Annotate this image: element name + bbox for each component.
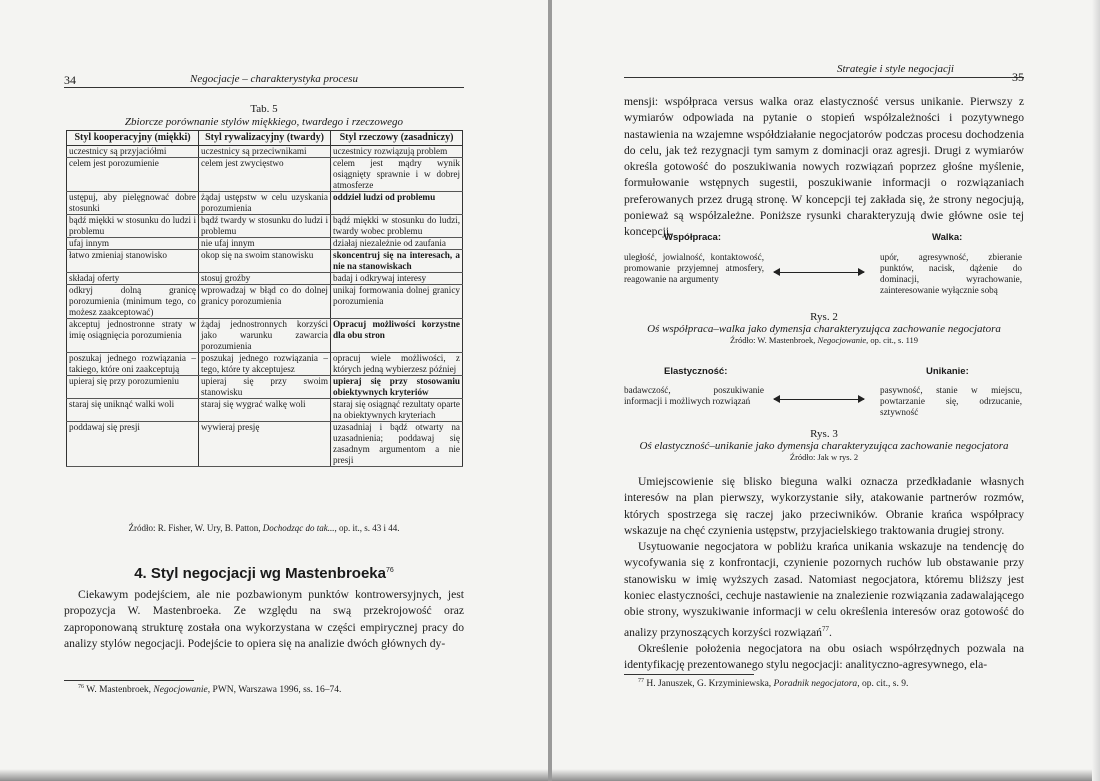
table-row [67, 353, 463, 376]
table-cell: żądaj jednostronnych korzyści jako warunku zawarcia porozumienia [199, 319, 331, 353]
paragraph: Umiejscowienie się blisko bieguna walki oznacza przedkładanie własnych interesów na plan pierwszy, wykorzystanie siły, atakowanie partnerów rozmów, których spostrzega się raczej jako przeciwników. Obranie krańca współpracy wskazuje na chęć czynienia ustępstw, przyjacielskiego traktowania drugiej strony. [624, 475, 1024, 537]
left-page [0, 0, 548, 781]
table-cell: nie ufaj innym [199, 238, 331, 250]
table-cell: bądź miękki w stosunku do ludzi i problemu [67, 215, 199, 238]
table-cell: wywieraj presję [199, 422, 331, 467]
body-text-right-top [624, 94, 1024, 241]
table-cell: uczestnicy są przeciwnikami [199, 146, 331, 158]
cooperation-traits: uległość, jowialność, kontaktowość, promowanie przyjemnej atmosfery, reagowanie na argumenty [624, 252, 764, 284]
table-cell: poszukaj jednego rozwiązania – takiego, które oni zaakceptują [67, 353, 199, 376]
paragraph: Ciekawym podejściem, ale nie pozbawionym punktów kontrowersyjnych, jest propozycja W. Mastenbroeka. Ze względu na swą przekrojowość oraz zaproponowaną strukturę została ona wykorzystana w części empirycznej pracy do analizy stylów negocjacji. Podejście to opiera się na analizie dwóch głównych dy- [64, 588, 464, 650]
table-cell: badaj i odkrywaj interesy [331, 273, 463, 285]
avoidance-label: Unikanie: [926, 366, 969, 377]
footnote-ref: 76 [385, 567, 394, 574]
paragraph: Określenie położenia negocjatora na obu osiach współrzędnych pozwala na identyfikację prezentowanego stylu negocjacji: analityczno-agresywnego, ela- [624, 641, 1024, 672]
figure-cooperation-competition [624, 232, 1024, 310]
table-row [67, 273, 463, 285]
table-cell: akceptuj jednostronne straty w imię osiągnięcia porozumienia [67, 319, 199, 353]
figure-2-caption-block [624, 311, 1024, 345]
table-cell: poddawaj się presji [67, 422, 199, 467]
body-text-left [64, 587, 464, 652]
table-cell: żądaj ustępstw w celu uzyskania porozumienia [199, 192, 331, 215]
figure-caption: Oś współpraca–walka jako dymensja charakteryzująca zachowanie negocjatora [647, 323, 1001, 335]
figure-caption: Oś elastyczność–unikanie jako dymensja charakteryzująca zachowanie negocjatora [639, 440, 1009, 452]
table-cell: staraj się osiągnąć rezultaty oparte na obiektywnych kryteriach [331, 399, 463, 422]
table-header-row [67, 131, 463, 146]
table-cell: upieraj się przy porozumieniu [67, 376, 199, 399]
table-row [67, 250, 463, 273]
table-cell: opracuj wiele możliwości, z których jedną wybierzesz później [331, 353, 463, 376]
table-cell: bądź miękki w stosunku do ludzi, twardy wobec problemu [331, 215, 463, 238]
page-number: 35 [1012, 70, 1024, 84]
table-number: Tab. 5 [250, 103, 278, 115]
table-cell: wprowadzaj w błąd co do dolnej granicy porozumienia [199, 285, 331, 319]
table-row [67, 158, 463, 192]
figure-source: Źródło: W. Mastenbroek, Negocjowanie, op. cit., s. 119 [729, 335, 919, 345]
footnote-ref: 77 [821, 624, 829, 633]
table-row [67, 319, 463, 353]
right-page [552, 0, 1100, 781]
page-number: 34 [64, 73, 76, 87]
figure-number: Rys. 2 [810, 311, 838, 323]
table-cell: działaj niezależnie od zaufania [331, 238, 463, 250]
table-cell: oddziel ludzi od problemu [331, 192, 463, 215]
table-cell: bądź twardy w stosunku do ludzi i problemu [199, 215, 331, 238]
table-cell: upieraj się przy swoim stanowisku [199, 376, 331, 399]
table-row [67, 146, 463, 158]
table-row [67, 215, 463, 238]
cooperation-label: Współpraca: [664, 232, 722, 243]
table-source: Źródło: R. Fisher, W. Ury, B. Patton, Dochodząc do tak..., op. it., s. 43 i 44. [128, 523, 400, 533]
table-cell: celem jest mądry wynik osiągnięty sprawnie i w dobrej atmosferze [331, 158, 463, 192]
figure-source: Źródło: Jak w rys. 2 [789, 452, 859, 462]
table-cell: staraj się uniknąć walki woli [67, 399, 199, 422]
table-cell: Opracuj możliwości korzystne dla obu stron [331, 319, 463, 353]
section-title: 4. Styl negocjacji wg Mastenbroeka$^{76}$ [134, 565, 394, 582]
table-cell: łatwo zmieniaj stanowisko [67, 250, 199, 273]
flexibility-label: Elastyczność: [664, 366, 728, 377]
body-text-right-bottom [624, 474, 1024, 673]
competition-label: Walka: [932, 232, 963, 243]
table-row [67, 399, 463, 422]
table-cell: uczestnicy są przyjaciółmi [67, 146, 199, 158]
table-cell: uczestnicy rozwiązują problem [331, 146, 463, 158]
table-cell: okop się na swoim stanowisku [199, 250, 331, 273]
table-cell: unikaj formowania dolnej granicy porozumienia [331, 285, 463, 319]
table-cell: staraj się wygrać walkę woli [199, 399, 331, 422]
table-cell: odkryj dolną granicę porozumienia (minimum tego, co możesz zaakceptować) [67, 285, 199, 319]
page-edge-shadow [0, 769, 548, 781]
table-cell: celem jest zwycięstwo [199, 158, 331, 192]
figure-number: Rys. 3 [810, 428, 838, 440]
avoidance-traits: pasywność, stanie w miejscu, powtarzanie się, odrzucanie, sztywność [880, 385, 1022, 417]
figure-flexibility-avoidance [624, 366, 1024, 426]
double-arrow-icon [774, 272, 864, 273]
table-cell: upieraj się przy stosowaniu obiektywnych kryteriów [331, 376, 463, 399]
running-head-title: Strategie i style negocjacji [837, 63, 954, 75]
table-cell: celem jest porozumienie [67, 158, 199, 192]
paragraph: Usytuowanie negocjatora w pobliżu krańca unikania wskazuje na tendencję do wycofywania się z konfrontacji, czynienie pozornych ruchów lub obstawanie przy stanowisku w imię wyższych zasad. Natomiast negocjatora, któremu bliższy jest koniec elastyczności, cechuje nastawienie na znalezienie rozwiązania zadawalającego obie strony, wyszukiwanie informacji w celu określenia interesów oraz gotowość do analizy przynoszących korzyści rozwiązań$^{77}$. [624, 540, 1024, 639]
footnote-rule [64, 680, 194, 681]
footnote: $^{77}$ H. Januszek, G. Krzyminiewska, Poradnik negocjatora, op. cit., s. 9. [638, 678, 909, 690]
footnote-rule [624, 674, 754, 675]
styles-comparison-table [66, 130, 463, 467]
table-row [67, 285, 463, 319]
table-cell: stosuj groźby [199, 273, 331, 285]
competition-traits: upór, agresywność, zbieranie punktów, nacisk, dążenie do dominacji, wyrachowanie, zainteresowanie wyłącznie sobą [880, 252, 1022, 295]
footnote: $^{76}$ W. Mastenbroek, Negocjowanie, PWN, Warszawa 1996, ss. 16–74. [78, 684, 342, 696]
column-header: Styl kooperacyjny (miękki) [67, 131, 199, 146]
table-row [67, 422, 463, 467]
paragraph: mensji: współpraca versus walka oraz elastyczność versus unikanie. Pierwszy z wymiarów odpowiada na pytanie o stopień współzależności i pozytywnego nastawienia na wzajemne współdziałanie negocjatorów podczas procesu dochodzenia do celu, jak też rezygnacji tym samym z dominacji oraz agresji. Drugi z wymiarów określa gotowość do poszukiwania nowych rozwiązań poprzez głośne myślenie, formułowanie wstępnych sugestii, poszukiwanie informacji o rozwiązaniach preferowanych przez drugą stronę. W koncepcji tej zakłada się, że strony negocjują, ponieważ są współzależne. Poniższe rysunki charakteryzują dwie główne osie tej koncepcji. [624, 95, 1024, 239]
flexibility-traits: badawczość, poszukiwanie informacji i możliwych rozwiązań [624, 385, 764, 406]
table-cell: ufaj innym [67, 238, 199, 250]
running-head-left [64, 73, 464, 88]
table-cell: składaj oferty [67, 273, 199, 285]
page-edge-shadow [1092, 0, 1100, 781]
table-cell: poszukaj jednego rozwiązania – tego, które ty akceptujesz [199, 353, 331, 376]
running-head-title: Negocjacje – charakterystyka procesu [190, 73, 358, 85]
table-row [67, 192, 463, 215]
table-caption: Zbiorcze porównanie stylów miękkiego, twardego i rzeczowego [124, 116, 404, 128]
column-header: Styl rzeczowy (zasadniczy) [331, 131, 463, 146]
table-cell: uzasadniaj i bądź otwarty na uzasadnienia; poddawaj się zasadnym argumentom a nie presji [331, 422, 463, 467]
running-head-right [624, 63, 1024, 84]
page-edge-shadow [552, 769, 1100, 781]
table-cell: ustępuj, aby pielęgnować dobre stosunki [67, 192, 199, 215]
double-arrow-icon [774, 399, 864, 400]
figure-3-caption-block [624, 428, 1024, 462]
table-row [67, 238, 463, 250]
table-cell: skoncentruj się na interesach, a nie na stanowiskach [331, 250, 463, 273]
column-header: Styl rywalizacyjny (twardy) [199, 131, 331, 146]
table-row [67, 376, 463, 399]
